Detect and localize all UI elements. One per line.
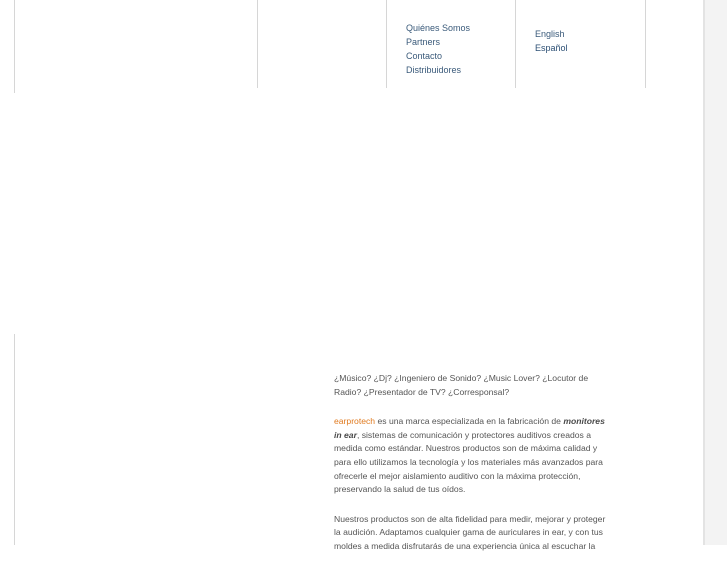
main-content — [334, 372, 610, 570]
header-divider — [257, 0, 258, 88]
description-text-continued: , sistemas de comunicación y protectores auditivos creados a medida como estándar. Nuestros productos son de máxima calidad y para ello utilizamos la tecnología y los materiales más avanzados para ofrecerle el mejor aislamiento auditivo con la máxima protección, preservando la salud de tus oídos. — [334, 429, 603, 495]
brand-link[interactable]: earprotech — [334, 416, 376, 427]
language-link-english[interactable]: English — [535, 29, 565, 39]
company-nav — [406, 21, 470, 77]
header-divider — [386, 0, 387, 88]
description-text: es una marca especializada en la fabricación de — [375, 416, 564, 427]
content-left-border — [14, 334, 15, 545]
header-divider — [14, 0, 15, 93]
nav-link-distribuidores[interactable]: Distribuidores — [406, 65, 462, 75]
nav-link-contacto[interactable]: Contacto — [406, 51, 443, 61]
products-paragraph: Nuestros productos son de alta fidelidad para medir, mejorar y proteger la audición. Adaptamos cualquier gama de auriculares in ear, y con tus moldes a medida disfrutarás de una experiencia única al escuchar la — [334, 513, 606, 551]
nav-link-partners[interactable]: Partners — [406, 37, 441, 47]
nav-link-quienes-somos[interactable]: Quiénes Somos — [406, 23, 471, 33]
intro-paragraph: ¿Músico? ¿Dj? ¿Ingeniero de Sonido? ¿Music Lover? ¿Locutor de Radio? ¿Presentador de TV? ¿Corresponsal? — [334, 373, 589, 397]
page-background-right — [705, 0, 727, 545]
language-nav — [535, 27, 568, 55]
description-paragraph — [334, 415, 610, 497]
header-divider — [515, 0, 516, 88]
monitores-in-ear-text: monitores in ear — [334, 416, 605, 440]
header-divider — [645, 0, 646, 88]
language-link-espanol[interactable]: Español — [535, 43, 568, 53]
